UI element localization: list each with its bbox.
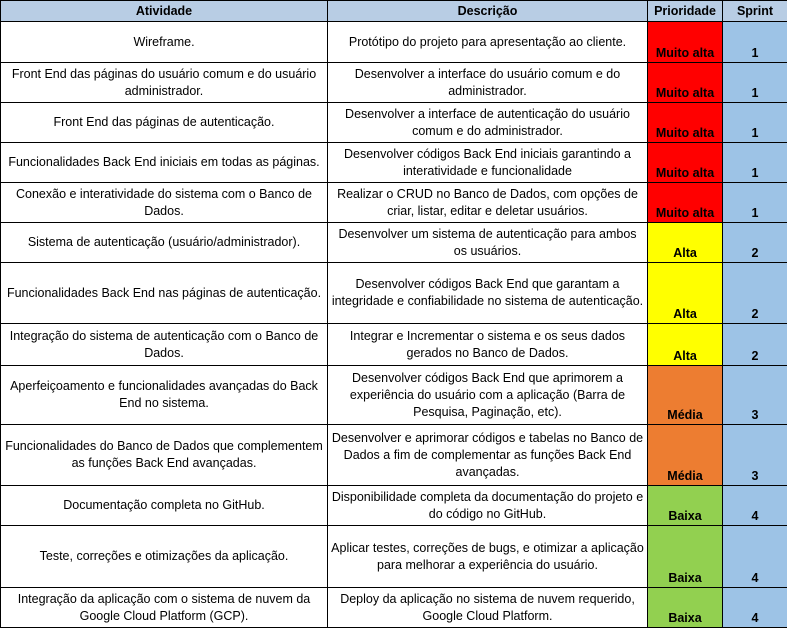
table-row [1,366,787,425]
atividade-cell: Funcionalidades Back End iniciais em todas as páginas. [1,143,328,183]
descricao-cell: Desenvolver um sistema de autenticação para ambos os usuários. [328,223,648,263]
sprint-cell: 1 [723,63,787,103]
descricao-cell: Protótipo do projeto para apresentação ao cliente. [328,22,648,63]
atividade-cell: Front End das páginas do usuário comum e do usuário administrador. [1,63,328,103]
table-row [1,183,787,223]
table-row [1,143,787,183]
atividade-cell: Funcionalidades Back End nas páginas de autenticação. [1,263,328,324]
table-row [1,263,787,324]
sprint-cell: 4 [723,588,787,628]
sprint-cell: 2 [723,223,787,263]
sprint-cell: 1 [723,22,787,63]
atividade-cell: Aperfeiçoamento e funcionalidades avançadas do Back End no sistema. [1,366,328,425]
header-descricao: Descrição [328,1,648,22]
descricao-cell: Desenvolver e aprimorar códigos e tabelas no Banco de Dados a fim de complementar as funções Back End avançadas. [328,425,648,486]
header-sprint: Sprint [723,1,787,22]
header-prioridade: Prioridade [648,1,723,22]
table-row [1,588,787,628]
sprint-cell: 3 [723,366,787,425]
prioridade-cell: Alta [648,263,723,324]
descricao-cell: Desenvolver códigos Back End iniciais garantindo a interatividade e funcionalidade [328,143,648,183]
prioridade-cell: Muito alta [648,22,723,63]
table-row [1,22,787,63]
descricao-cell: Desenvolver a interface do usuário comum e do administrador. [328,63,648,103]
prioridade-cell: Muito alta [648,63,723,103]
sprint-cell: 1 [723,183,787,223]
sprint-cell: 1 [723,103,787,143]
prioridade-cell: Muito alta [648,103,723,143]
sprint-cell: 1 [723,143,787,183]
prioridade-cell: Média [648,366,723,425]
descricao-cell: Realizar o CRUD no Banco de Dados, com opções de criar, listar, editar e deletar usuários. [328,183,648,223]
table-row [1,223,787,263]
prioridade-cell: Alta [648,324,723,366]
descricao-cell: Integrar e Incrementar o sistema e os seus dados gerados no Banco de Dados. [328,324,648,366]
prioridade-cell: Muito alta [648,143,723,183]
atividade-cell: Integração da aplicação com o sistema de nuvem da Google Cloud Platform (GCP). [1,588,328,628]
descricao-cell: Disponibilidade completa da documentação do projeto e do código no GitHub. [328,486,648,526]
atividade-cell: Funcionalidades do Banco de Dados que complementem as funções Back End avançadas. [1,425,328,486]
prioridade-cell: Baixa [648,486,723,526]
atividade-cell: Integração do sistema de autenticação com o Banco de Dados. [1,324,328,366]
atividade-cell: Conexão e interatividade do sistema com o Banco de Dados. [1,183,328,223]
atividade-cell: Wireframe. [1,22,328,63]
table-row [1,324,787,366]
sprint-cell: 4 [723,526,787,588]
prioridade-cell: Média [648,425,723,486]
table-row [1,103,787,143]
descricao-cell: Desenvolver a interface de autenticação do usuário comum e do administrador. [328,103,648,143]
prioridade-cell: Muito alta [648,183,723,223]
atividade-cell: Teste, correções e otimizações da aplicação. [1,526,328,588]
table-row [1,63,787,103]
descricao-cell: Deploy da aplicação no sistema de nuvem requerido, Google Cloud Platform. [328,588,648,628]
prioridade-cell: Baixa [648,526,723,588]
atividade-cell: Sistema de autenticação (usuário/administrador). [1,223,328,263]
prioridade-cell: Alta [648,223,723,263]
sprint-cell: 2 [723,324,787,366]
atividade-cell: Documentação completa no GitHub. [1,486,328,526]
table-row [1,526,787,588]
sprint-cell: 4 [723,486,787,526]
table-row [1,486,787,526]
header-row [1,1,787,22]
descricao-cell: Aplicar testes, correções de bugs, e otimizar a aplicação para melhorar a experiência do usuário. [328,526,648,588]
table-row [1,425,787,486]
header-atividade: Atividade [1,1,328,22]
sprint-cell: 3 [723,425,787,486]
descricao-cell: Desenvolver códigos Back End que aprimorem a experiência do usuário com a aplicação (Barra de Pesquisa, Paginação, etc). [328,366,648,425]
descricao-cell: Desenvolver códigos Back End que garantam a integridade e confiabilidade no sistema de autenticação. [328,263,648,324]
atividade-cell: Front End das páginas de autenticação. [1,103,328,143]
sprint-cell: 2 [723,263,787,324]
prioridade-cell: Baixa [648,588,723,628]
